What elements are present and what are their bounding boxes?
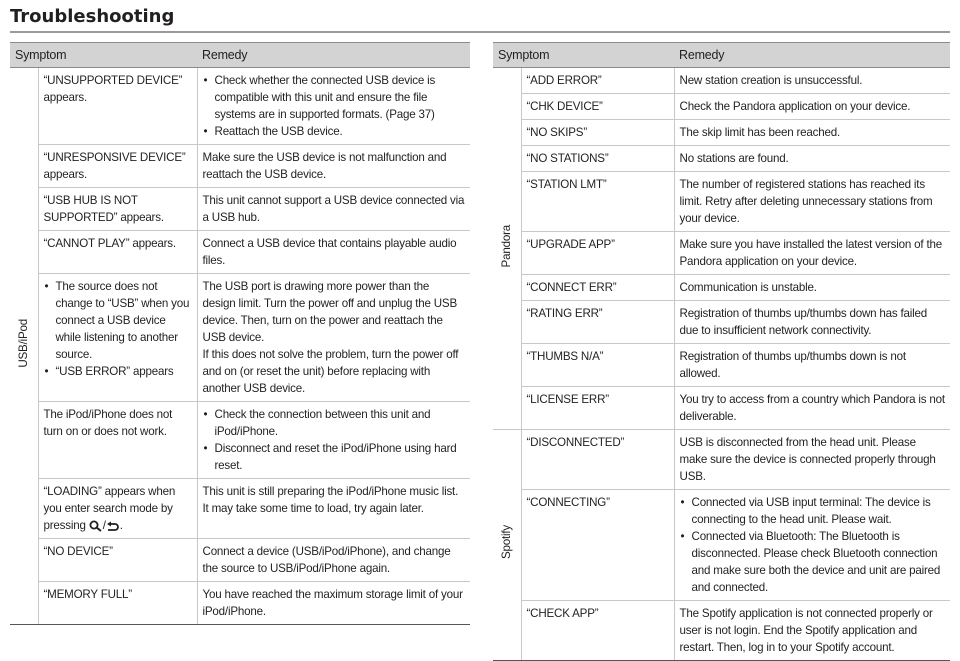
symptom-cell [521,146,674,172]
group-label: USB/iPod [17,319,31,368]
remedy-cell [674,387,950,430]
symptom-text: “LOADING” appears when you enter search mode by pressing / . [43,485,176,532]
symptom-cell [521,490,674,601]
remedy-cell [197,188,470,231]
remedy-cell [197,539,470,582]
table-row [10,539,470,582]
table-row [10,145,470,188]
symptom-text: “MEMORY FULL” [43,588,132,601]
remedy-cell [197,582,470,625]
symptom-cell [38,68,197,145]
remedy-text: This unit cannot support a USB device connected via a USB hub. [202,194,465,224]
symptom-cell [38,274,197,402]
remedy-text: Make sure the USB device is not malfunction and reattach the USB device. [202,151,447,181]
symptom-text: “CHK DEVICE” [526,100,603,113]
symptom-cell [521,387,674,430]
group-label: Spotify [500,525,514,560]
symptom-cell [521,232,674,275]
group-cell [493,68,521,430]
back-icon [106,520,120,532]
table-row [493,120,950,146]
symptom-text: “ADD ERROR” [526,74,602,87]
symptom-text: The iPod/iPhone does not turn on or does not work. [43,408,173,438]
remedy-text: Connect a device (USB/iPod/iPhone), and change the source to USB/iPod/iPhone again. [202,545,451,575]
symptom-cell [521,344,674,387]
remedy-text: Check the Pandora application on your device. [679,100,911,113]
remedy-text: Registration of thumbs up/thumbs down has failed due to insufficient network connectivity. [679,307,928,337]
symptom-cell [38,188,197,231]
header-remedy: Remedy [197,43,470,68]
remedy-text: If this does not solve the problem, turn the power off and on (or reset the unit) before replacing with another USB device. [202,348,459,395]
symptom-text: “CANNOT PLAY” appears. [43,237,176,250]
table-row [10,402,470,479]
symptom-suffix: . [119,519,123,532]
table-row [493,387,950,430]
remedy-text: Make sure you have installed the latest version of the Pandora application on your device. [679,238,942,268]
symptom-cell [521,172,674,232]
symptom-text: “UPGRADE APP” [526,238,615,251]
symptom-list [44,278,192,380]
remedy-cell [674,68,950,94]
remedy-item: • Check the connection between this unit and iPod/iPhone. [203,406,465,440]
remedy-list [680,494,945,596]
troubleshooting-table-right [493,42,950,661]
group-cell [493,430,521,661]
remedy-cell [674,490,950,601]
remedy-cell [674,430,950,490]
table-row [493,430,950,490]
symptom-text: “THUMBS N/A” [526,350,604,363]
remedy-cell [197,479,470,539]
remedy-text: No stations are found. [679,152,789,165]
header-symptom: Symptom [10,43,197,68]
table-row [493,344,950,387]
symptom-cell [38,582,197,625]
symptom-cell [521,601,674,661]
remedy-cell [674,275,950,301]
symptom-text: “USB HUB IS NOT SUPPORTED” appears. [43,194,164,224]
remedy-item: • Reattach the USB device. [203,123,465,140]
remedy-cell [197,231,470,274]
symptom-cell [521,301,674,344]
remedy-text: The number of registered stations has reached its limit. Retry after deleting unnecessary stations from your device. [679,178,933,225]
remedy-text: The USB port is drawing more power than the design limit. Turn the power off and unplug the USB device. Then, turn on the power and reattach the USB device. [202,280,457,344]
remedy-text: Communication is unstable. [679,281,817,294]
symptom-text: “CHECK APP” [526,607,599,620]
symptom-text: “NO DEVICE” [43,545,113,558]
remedy-cell [674,94,950,120]
symptom-cell [38,479,197,539]
title-rule [10,31,950,33]
symptom-text: “UNRESPONSIVE DEVICE” appears. [43,151,186,181]
remedy-text: USB is disconnected from the head unit. Please make sure the device is connected properly through USB. [679,436,936,483]
remedy-cell [674,146,950,172]
symptom-text: “NO STATIONS” [526,152,609,165]
remedy-cell [197,68,470,145]
remedy-text: You have reached the maximum storage limit of your iPod/iPhone. [202,588,463,618]
table-header-row [10,43,470,68]
symptom-cell [521,430,674,490]
remedy-cell [674,120,950,146]
remedy-text: The Spotify application is not connected properly or user is not login. End the Spotify application and restart. Then, log in to your Spotify account. [679,607,933,654]
remedy-cell [674,601,950,661]
remedy-text: Registration of thumbs up/thumbs down is not allowed. [679,350,906,380]
symptom-text: “CONNECT ERR” [526,281,617,294]
table-header-row [493,43,950,68]
symptom-cell [521,275,674,301]
remedy-item: • Check whether the connected USB device is compatible with this unit and ensure the file systems are in supported formats. (Page 37) [203,72,465,123]
table-row [10,231,470,274]
symptom-cell [38,402,197,479]
remedy-item: • Connected via USB input terminal: The device is connecting to the head unit. Please wait. [680,494,945,528]
remedy-cell [197,402,470,479]
symptom-item: • The source does not change to “USB” when you connect a USB device while listening to another source. [44,278,192,363]
remedy-cell [674,172,950,232]
table-row [10,274,470,402]
troubleshooting-table-left [10,42,470,625]
page-title: Troubleshooting [10,6,175,27]
symptom-text: “LICENSE ERR” [526,393,609,406]
symptom-text: “RATING ERR” [526,307,603,320]
table-row [493,172,950,232]
search-back-icons: / . [86,519,123,532]
header-remedy: Remedy [674,43,950,68]
remedy-list [203,72,465,140]
symptom-text: “UNSUPPORTED DEVICE” appears. [43,74,183,104]
group-label: Pandora [500,224,514,268]
remedy-text: You try to access from a country which Pandora is not deliverable. [679,393,945,423]
search-icon [89,520,103,532]
symptom-text: “CONNECTING” [526,496,610,509]
table-row [10,479,470,539]
table-row [10,68,470,145]
symptom-cell [521,94,674,120]
symptom-cell [521,120,674,146]
remedy-cell [197,145,470,188]
table-row [493,601,950,661]
remedy-cell [197,274,470,402]
symptom-item: • “USB ERROR” appears [44,363,192,380]
remedy-cell [674,344,950,387]
symptom-cell [521,68,674,94]
symptom-text: “DISCONNECTED” [526,436,625,449]
header-symptom: Symptom [493,43,674,68]
table-row [493,68,950,94]
remedy-text: Connect a USB device that contains playable audio files. [202,237,457,267]
remedy-cell [674,301,950,344]
remedy-text: New station creation is unsuccessful. [679,74,863,87]
table-row [493,146,950,172]
table-row [10,188,470,231]
table-row [493,232,950,275]
remedy-text: The skip limit has been reached. [679,126,841,139]
symptom-text: “NO SKIPS” [526,126,587,139]
remedy-cell [674,232,950,275]
table-row [493,275,950,301]
table-row [493,490,950,601]
remedy-item: • Disconnect and reset the iPod/iPhone using hard reset. [203,440,465,474]
symptom-text: “STATION LMT” [526,178,607,191]
table-row [493,301,950,344]
group-cell [10,68,38,625]
remedy-text: This unit is still preparing the iPod/iPhone music list. It may take some time to load, try again later. [202,485,459,515]
remedy-list [203,406,465,474]
symptom-cell [38,539,197,582]
symptom-cell [38,145,197,188]
remedy-item: • Connected via Bluetooth: The Bluetooth is disconnected. Please check Bluetooth connection and make sure both the device and unit are paired and connected. [680,528,945,596]
table-row [10,582,470,625]
table-row [493,94,950,120]
symptom-cell [38,231,197,274]
